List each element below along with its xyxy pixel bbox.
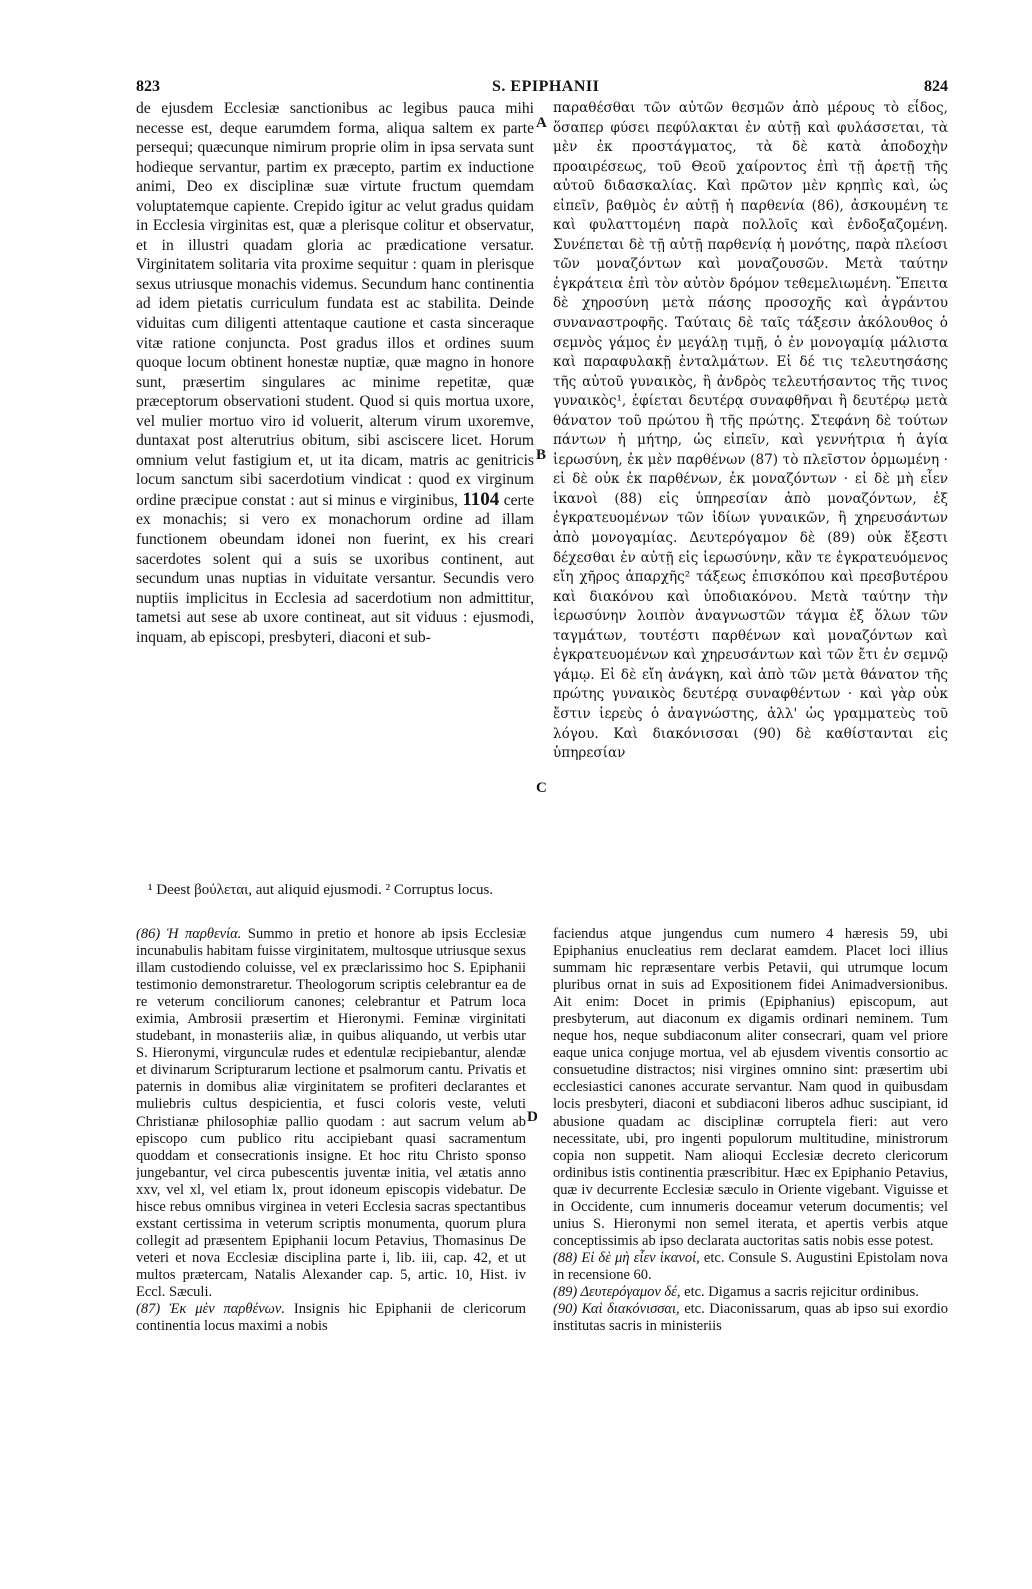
note-87 bbox=[136, 1301, 526, 1335]
note-text: Insignis hic Epiphanii de clericorum continentia locus maximi a nobis bbox=[136, 1301, 526, 1335]
running-title: S. EPIPHANII bbox=[492, 78, 600, 95]
note-89 bbox=[553, 1284, 948, 1301]
note-88 bbox=[553, 1250, 948, 1284]
note-lemma: (88) Εἰ δὲ μὴ εἶεν ἱκανοί, bbox=[553, 1249, 700, 1266]
latin-column bbox=[136, 99, 534, 869]
page-number-left: 823 bbox=[136, 78, 160, 95]
note-90 bbox=[553, 1301, 948, 1335]
margin-letter-c: C bbox=[536, 780, 547, 796]
note-text: Summo in pretio et honore ab ipsis Ecclesiæ incunabulis habitam fuisse virginitatem, multosque utriusque sexus illam custodiendo coluisse, vel ex præclarissimo hoc S. Epiphanii testimonio demonstraretur. Theologorum scriptis celebrantur ea de re veterum conciliorum canones; celebrantur et Patrum loca eximia, Ambrosii præsertim et Hieronymi. Feminæ virginitati studebant, in monasteriis aliæ, in quibus aliquando, ut verbis utar S. Hieronymi, virgunculæ rudes et edentulæ recipiebantur, alendæ et divinarum Scripturarum lectione et psalmorum cantu. Privatis et paternis in domibus aliæ virginitatem se profiteri declarantes et muliebris cultus despicientia, et fusci coloris veste, veluti Christianæ philosophiæ pallio quodam : aut sacrum velum ab episcopo cum publico ritu accipiebant quasi sacramentum quoddam et consecrationis insigne. Et hoc ritu Christo sponso jungebantur, vel circa pubescentis juventæ initia, vel ætatis anno xxv, vel xl, vel etiam lx, prout idoneum episcopis videbatur. De hisce rebus omnibus virginea in veteri Ecclesia sacras spectantibus exstant certissima in veterum scriptis monumenta, quorum plura collegit ad præsentem Epiphanii locum Petavius, Thomasinus De veteri et nova Ecclesiæ disciplina parte i, lib. iii, cap. 42, et ut multos prætercam, Natalis Alexander cap. 5, artic. 10, Hist. iv Eccl. Sæculi. bbox=[136, 926, 526, 1300]
note-87-continued bbox=[553, 926, 948, 1250]
margin-letter-d: D bbox=[527, 1109, 538, 1125]
note-text: etc. Consule S. Augustini Epistolam nova in recensione 60. bbox=[553, 1249, 948, 1283]
commentary-left bbox=[136, 926, 526, 1566]
greek-column bbox=[553, 99, 948, 869]
greek-text: παραθέσθαι τῶν αὐτῶν θεσμῶν ἀπὸ μέρους τὸ εἶδος, ὅσαπερ φύσει πεφύλακται ἐν αὐτῇ καὶ φυλάσσεται, τὰ μὲν ἐκ προστάγματος, τὰ δὲ κατὰ ἀποδοχὴν προαιρέσεως, τοῦ Θεοῦ χαίροντος ἐπὶ τῇ ἀρετῇ τῆς αὐτοῦ διδασκαλίας. Καὶ πρῶτον μὲν κρηπὶς καὶ, ὡς εἰπεῖν, βαθμὸς ἐν αὐτῇ ἡ παρθενία (86), ἀσκουμένη τε καὶ φυλαττομένη παρὰ πολλοῖς καὶ ἐνδοξαζομένη. Συνέπεται δὲ τῇ αὐτῇ παρθενίᾳ ἡ μονότης, παρὰ πλείοσι τῶν μοναζόντων καὶ μοναζουσῶν. Μετὰ ταύτην ἐγκράτεια ἐπὶ τὸν αὐτὸν δρόμον τεθεμελιωμένη. Ἔπειτα δὲ χηροσύνη μετὰ πάσης προσοχῆς καὶ ἀγράντου συναναστροφῆς. Ταύταις δὲ ταῖς τάξεσιν ἀκόλουθος ὁ σεμνὸς γάμος ἐν μεγάλῃ τιμῇ, ὁ ἐν μονογαμίᾳ μάλιστα καὶ παραφυλακῇ ἐνταλμάτων. Εἰ δέ τις τελευτησάσης τῆς αὐτοῦ γυναικὸς, ἢ ἀνδρὸς τελευτήσαντος τῆς τινος γυναικὸς¹, ἐφίεται δευτέρᾳ συναφθῆναι ἢ δευτέρῳ μετὰ θάνατον τοῦ πρώτου ἢ τῆς πρώτης. Στεφάνη δὲ τούτων πάντων ἡ μήτηρ, ὡς εἰπεῖν, καὶ γεννήτρια ἡ ἁγία ἱερωσύνη, ἐκ μὲν παρθένων (87) τὸ πλεῖστον ὁρμωμένη · εἰ δὲ οὐκ ἐκ παρθένων, ἐκ μοναζόντων · εἰ δὲ μὴ εἶεν ἱκανοὶ (88) εἰς ὑπηρεσίαν ἀπὸ μοναζόντων, ἐξ ἐγκρατευομένων τῶν ἰδίων γυναικῶν, ἢ χηρευσάντων ἀπὸ μονογαμίας. Δευτερόγαμον δὲ (89) οὐκ ἔξεστι δέχεσθαι ἐν αὐτῇ εἰς ἱερωσύνην, κἂν τε ἐγκρατευόμενος εἴη χῆρος ἀπαρχῆς² τάξεως ἐπισκόπου καὶ πρεσβυτέρου καὶ διακόνου καὶ ὑποδιακόνου. Μετὰ ταύτην τὴν ἱερωσύνην λοιπὸν ἀναγνωστῶν τάγμα ἐξ ὅλων τῶν ταγμάτων, τουτέστι παρθένων καὶ μοναζόντων καὶ ἐγκρατευομένων καὶ χηρευσάντων καὶ τῶν ἔτι ἐν σεμνῷ γάμῳ. Εἰ δὲ εἴη ἀνάγκη, καὶ ἀπὸ τῶν μετὰ θάνατον τῆς πρώτης γυναικὸς δευτέρᾳ συναφθέντων · καὶ γὰρ οὐκ ἔστιν ἱερεὺς ὁ ἀναγνώστης, ἀλλ' ὡς γραμματεὺς τοῦ λόγου. Καὶ διακόνισσαι (90) δὲ καθίστανται εἰς ὑπηρεσίαν bbox=[553, 100, 948, 762]
note-text: faciendus atque jungendus cum numero 4 hæresis 59, ubi Epiphanius enucleatius rem declarat eamdem. Placet loci illius summam hic repræsentare verbis Petavii, qui utrumque locum pluribus ornat in suis ad Expositionem fidei Animadversionibus. Ait enim: Docet in primis (Epiphanius) episcopum, aut presbyterum, aut diaconum ex digamis ordinari neminem. Tum neque hos, neque subdiaconum aliter consecrari, quam vel priore eaque unica conjuge mortua, vel ab ejusdem viventis consortio ac consuetudine distractos; nisi virgines omnino sint: præsertim ubi ecclesiastici canones accurate servantur. Nam quod in quibusdam locis presbyteri, diaconi et subdiaconi liberos adhuc suscipiant, id abusione quadam ac disciplinæ corruptela fieri: aut vero necessitate, ubi, pro ingenti populorum multitudine, ministrorum copia non suppetit. Nam alioqui Ecclesiæ decreto clericorum ordinibus istis continentia præscribitur. Hæc ex Epiphanio Petavius, quæ iv decurrente Ecclesiæ sæculo in Oriente vigebant. Viguisse et in Occidente, cum innumeris doceamur veterum documentis; vel unius S. Hieronymi non semel iterata, et apertis verbis atque conceptissimis ab ipso declarata auctoritas satis nobis esse potest. bbox=[553, 926, 948, 1249]
text-footnotes: ¹ Deest βούλεται, aut aliquid ejusmodi. ² Corruptus locus. bbox=[148, 882, 494, 898]
note-lemma: (87) Ἐκ μὲν παρθένων. bbox=[136, 1301, 285, 1318]
note-lemma: (90) Καὶ διακόνισσαι, bbox=[553, 1301, 680, 1318]
page-header bbox=[136, 78, 948, 100]
latin-text-continued: certe ex monachis; si vero ex monachorum ordine ad illam functionem obeundam idonei non fuerint, ex his creari sacerdotes solent qui a suis se uxoribus continent, aut secundum unas nuptias in viduitate versantur. Secundis vero nuptiis implicitus in Ecclesia ad sacerdotium non admittitur, tametsi aut sese ab uxore contineat, aut sit viduus : ejusmodi, inquam, ab episcopi, presbyteri, diaconi et sub- bbox=[136, 491, 534, 646]
note-text: etc. Digamus a sacris rejicitur ordinibus. bbox=[684, 1283, 919, 1300]
note-lemma: (89) Δευτερόγαμον δέ, bbox=[553, 1283, 681, 1300]
note-lemma: (86) Ἡ παρθενία. bbox=[136, 926, 242, 942]
margin-letter-b: B bbox=[536, 447, 547, 463]
column-marker: 1104 bbox=[462, 488, 500, 510]
page-number-right: 824 bbox=[924, 78, 948, 95]
note-text: etc. Diaconissarum, quas ab ipso sui exordio institutas sacris in ministeriis bbox=[553, 1301, 948, 1335]
commentary-right bbox=[553, 926, 948, 1566]
margin-letter-a: A bbox=[536, 115, 547, 131]
latin-text: de ejusdem Ecclesiæ sanctionibus ac legibus pauca mihi necesse est, deque earumdem forma, aliqua saltem ex parte persequi; quæcunque nimirum proprie olim in ipsa servata sunt hodieque servantur, partim ex præcepto, partim ex inductione animi, Deo ex disciplinæ suæ virtute fructum quemdam voluptatemque capiente. Crepido igitur ac velut gradus quidam in Ecclesia virginitas est, quæ a plerisque colitur et observatur, et in illustri quadam gloria ac prædicatione versatur. Virginitatem solitaria vita proxime sequitur : quam in plerisque sexus utriusque monachis videmus. Secundum hanc continentia ad idem pietatis curriculum fundata est ac stabilita. Deinde viduitas cum diligenti attentaque cautione et casta sinceraque vitæ ratione conjuncta. Post gradus illos et ordines suum quoque locum obtinent honestæ nuptiæ, quæ magno in honore sunt, præsertim singulares ac minime repetitæ, quæ præceptorum observationi student. Quod si quis mortua uxore, vel mulier mortuo viro id voluerit, alterum virum uxoremve, duntaxat post alterutrius obitum, sibi asciscere licet. Horum omnium velut fastigium et, ut ita dicam, matris ac genitricis locum sanctum sibi sacerdotium vindicat : quod ex virginum ordine præcipue constat : aut si minus e virginibus, bbox=[136, 100, 534, 509]
note-86 bbox=[136, 926, 526, 1301]
